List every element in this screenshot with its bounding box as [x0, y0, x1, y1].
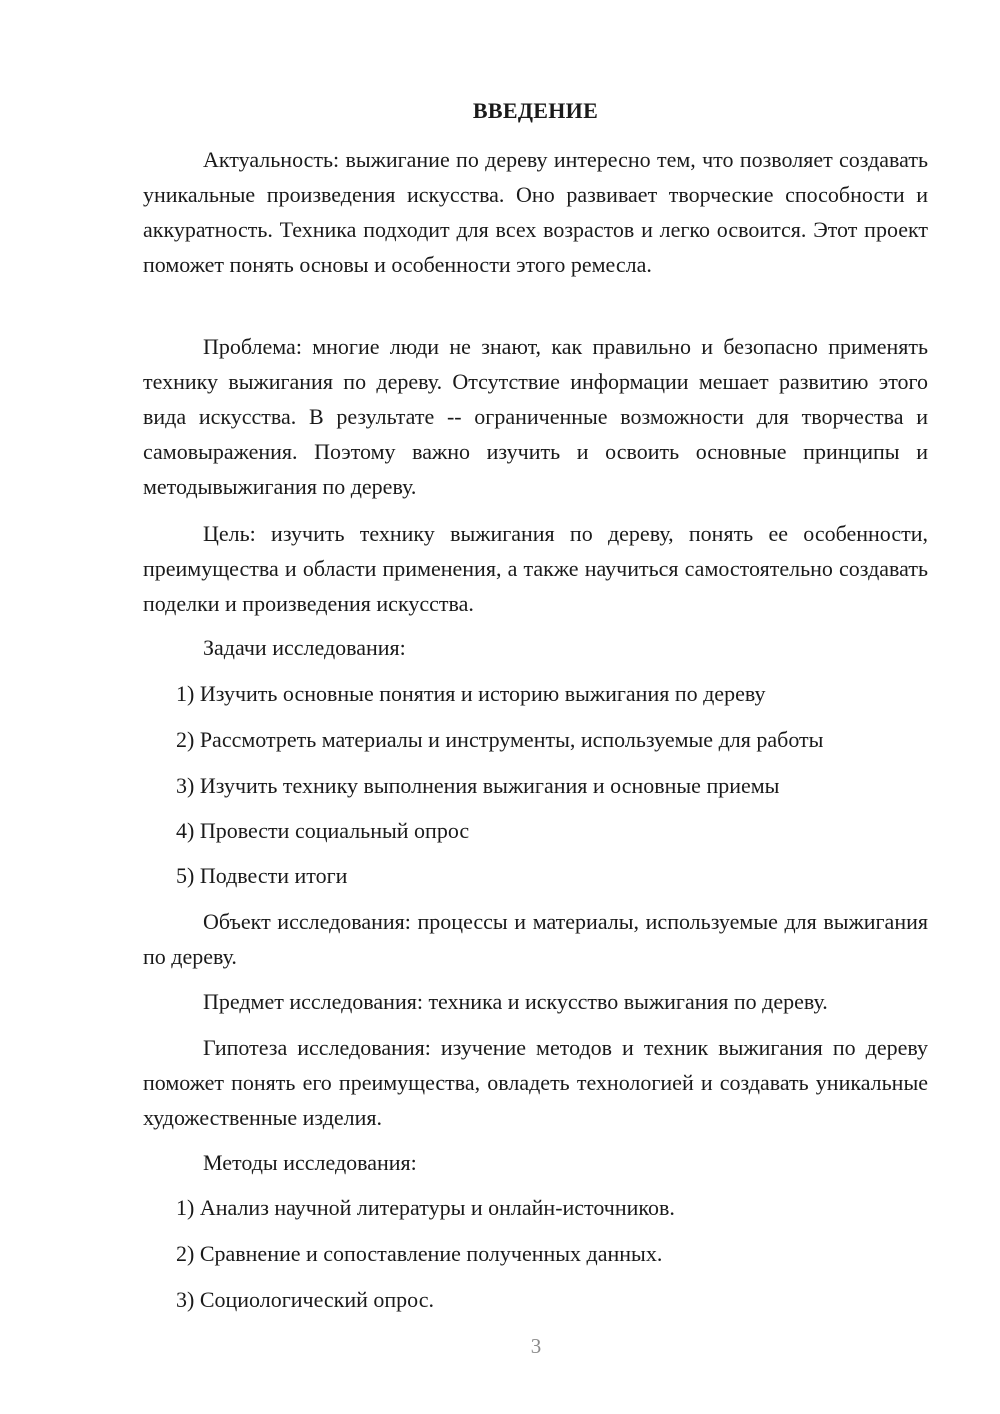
hypothesis-paragraph: Гипотеза исследования: изучение методов и техник выжигания по дереву поможет понять его преимущества, овладеть технологией и создавать уникальные художественные изделия. [143, 1035, 928, 1130]
relevance-paragraph: Актуальность: выжигание по дереву интересно тем, что позволяет создавать уникальные произведения искусства. Оно развивает творческие способности и аккуратность. Техника подходит для всех возрастов и легко освоится. Этот проект поможет понять основы и особенности этого ремесла. [143, 147, 928, 277]
task-item: 4) Провести социальный опрос [176, 818, 470, 843]
tasks-title: Задачи исследования: [203, 635, 406, 660]
task-item: 5) Подвести итоги [176, 863, 348, 888]
methods-title: Методы исследования: [203, 1150, 417, 1175]
section-heading: ВВЕДЕНИЕ [472, 98, 599, 123]
goal-paragraph: Цель: изучить технику выжигания по дереву, понять ее особенности, преимущества и области применения, а также научиться самостоятельно создавать поделки и произведения искусства. [143, 521, 928, 616]
page-number: 3 [530, 1334, 542, 1358]
method-item: 1) Анализ научной литературы и онлайн-источников. [176, 1195, 675, 1220]
method-item: 2) Сравнение и сопоставление полученных данных. [176, 1241, 663, 1266]
method-item: 3) Социологический опрос. [176, 1287, 434, 1312]
task-item: 2) Рассмотреть материалы и инструменты, используемые для работы [176, 727, 824, 752]
object-paragraph: Объект исследования: процессы и материалы, используемые для выжигания по дереву. [143, 909, 928, 969]
task-item: 1) Изучить основные понятия и историю выжигания по дереву [176, 681, 766, 706]
problem-paragraph: Проблема: многие люди не знают, как правильно и безопасно применять технику выжигания по дереву. Отсутствие информации мешает развитию этого вида искусства. В результате -- ограниченные возможности для творчества и самовыражения. Поэтому важно изучить и освоить основные принципы и методывыжигания по дереву. [143, 334, 928, 499]
task-item: 3) Изучить технику выполнения выжигания и основные приемы [176, 773, 780, 798]
subject-paragraph: Предмет исследования: техника и искусство выжигания по дереву. [203, 989, 828, 1014]
